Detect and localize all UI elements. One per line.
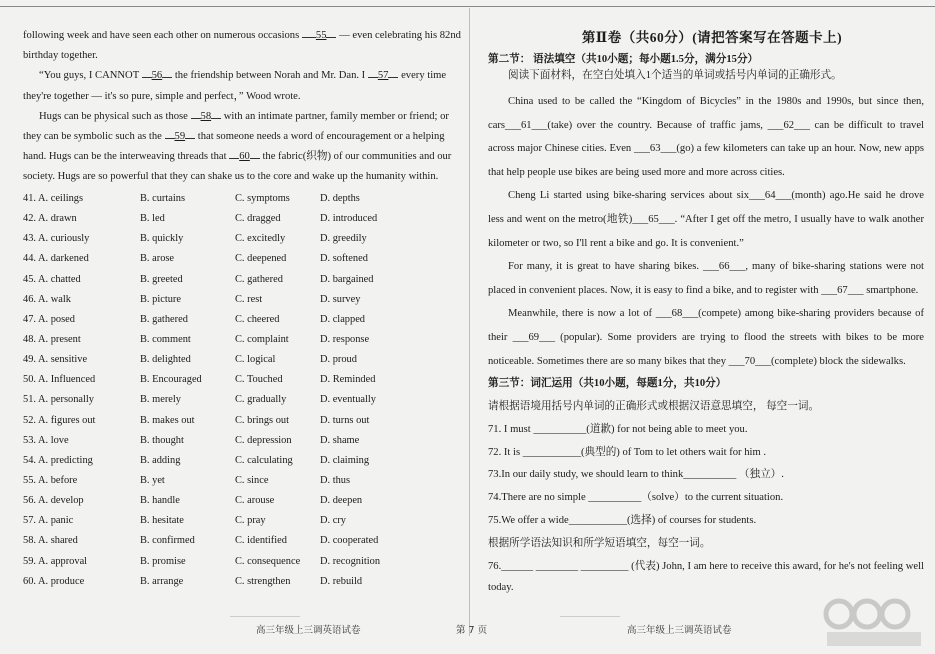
- option-d: D. recognition: [320, 555, 381, 567]
- option-row: [23, 249, 463, 269]
- option-d: D. eventually: [320, 394, 376, 406]
- question-71: 71. I must __________(道歉) for not being able to meet you.: [488, 423, 748, 435]
- option-row: [23, 552, 463, 572]
- option-row: [23, 431, 463, 451]
- option-row: [23, 330, 463, 350]
- footer-right-title: 高三年级上三调英语试卷: [627, 625, 732, 636]
- option-row: [23, 290, 463, 310]
- option-d: D. cry: [320, 515, 346, 527]
- option-row: [23, 390, 463, 410]
- option-b: B. Encouraged: [140, 374, 202, 386]
- option-b: B. yet: [140, 474, 165, 486]
- option-c: C. calculating: [235, 454, 293, 466]
- option-d: D. clapped: [320, 313, 366, 325]
- option-row: [23, 229, 463, 249]
- right-column: [488, 26, 924, 598]
- question-76: 76.______ ________ _________ (代表) John, I am here to receive this award, for he's not feeling well today.: [488, 560, 924, 593]
- option-c: C. consequence: [235, 555, 301, 567]
- section-2-title: 第Ⅱ卷（共60分）(请把答案写在答题卡上): [581, 30, 843, 45]
- option-a: 41. A. ceilings: [23, 193, 84, 204]
- option-b: B. picture: [140, 293, 181, 305]
- option-b: B. arose: [140, 253, 175, 265]
- option-d: D. turns out: [320, 414, 370, 426]
- option-c: C. gradually: [235, 394, 287, 406]
- option-d: D. rebuild: [320, 575, 363, 587]
- option-b: B. quickly: [140, 233, 184, 245]
- question-73: 73.In our daily study, we should learn to think__________ （独立）.: [488, 469, 784, 481]
- option-d: D. Reminded: [320, 374, 376, 386]
- option-c: C. symptoms: [235, 193, 290, 204]
- option-row: [23, 370, 463, 390]
- phrase-section-instructions: 根据所学语法知识和所学短语填空，每空一词。: [488, 537, 711, 549]
- option-b: B. thought: [140, 434, 184, 446]
- blank-56: 56: [151, 70, 163, 82]
- option-a: 56. A. develop: [23, 495, 84, 507]
- option-a: 50. A. Influenced: [23, 374, 96, 386]
- grammar-section-instructions: 阅读下面材料，在空白处填入1个适当的单词或括号内单词的正确形式。: [508, 70, 842, 81]
- option-b: B. adding: [140, 454, 181, 466]
- option-a: 59. A. approval: [23, 555, 88, 567]
- option-row: [23, 411, 463, 431]
- watermark-logo-icon: [819, 594, 929, 650]
- option-b: B. confirmed: [140, 535, 195, 547]
- option-a: 54. A. predicting: [23, 454, 93, 466]
- option-a: 49. A. sensitive: [23, 354, 88, 366]
- passage-paragraph-3: Hugs can be physical such as those 58 with an intimate partner, family member or friend; or they can be symbolic such as the 59 that someone needs a word of encouragement or a helping hand. Hugs can be the interweaving threads that 60 the fabric(织物) of our communities and our society. Hugs are so powerful that they can shake us to the core and wake up the humanity within.: [23, 107, 463, 188]
- option-c: C. rest: [235, 293, 263, 305]
- option-c: C. Touched: [235, 374, 283, 386]
- option-d: D. proud: [320, 354, 357, 366]
- top-border-line: [0, 6, 935, 7]
- option-a: 47. A. posed: [23, 313, 75, 325]
- question-75: 75.We offer a wide___________(选择) of courses for students.: [488, 514, 757, 526]
- option-b: B. delighted: [140, 354, 191, 366]
- footer-rule-left: [230, 616, 300, 617]
- option-a: 44. A. darkened: [23, 253, 89, 265]
- option-d: D. introduced: [320, 213, 378, 225]
- option-c: C. gathered: [235, 273, 283, 285]
- option-c: C. logical: [235, 354, 276, 366]
- option-d: D. cooperated: [320, 535, 379, 547]
- option-a: 48. A. present: [23, 333, 81, 345]
- grammar-paragraph-1: China used to be called the “Kingdom of Bicycles” in the 1980s and 1990s, but since then, cars___61___(take) over the country. Because of traffic jams, ___62___ can be difficult to travel across major Chinese cities. Even ___63___(go) a few kilometers can take up an hour. Now, new apps that help people use bikes are being used more and more across cities.: [488, 96, 924, 178]
- option-c: C. pray: [235, 515, 266, 527]
- option-c: C. excitedly: [235, 233, 286, 245]
- option-b: B. promise: [140, 555, 186, 567]
- option-c: C. since: [235, 474, 269, 486]
- option-a: 46. A. walk: [23, 293, 71, 305]
- question-72: 72. It is ___________(典型的) of Tom to let others wait for him .: [488, 446, 767, 458]
- vocab-section-instructions: 请根据语境用括号内单词的正确形式或根据汉语意思填空， 每空一词。: [488, 400, 820, 412]
- option-row: [23, 531, 463, 551]
- option-b: B. hesitate: [140, 515, 184, 527]
- passage-paragraph-2: “You guys, I CANNOT 56 the friendship between Norah and Mr. Dan. I 57 every time they're together — it's so pure, simple and perfect，” Wood wrote.: [23, 66, 463, 106]
- option-a: 42. A. drawn: [23, 213, 77, 225]
- grammar-paragraph-4: Meanwhile, there is now a lot of ___68___(compete) among bike-sharing providers because of their ___69___ (popular). Some providers are trying to flood the streets with bikes to be more noticeable. Sometimes there are so many bikes that they ___70___(complete) block the sidewalks.: [488, 308, 924, 367]
- option-row: [23, 310, 463, 330]
- option-row: [23, 270, 463, 290]
- option-d: D. deepen: [320, 495, 363, 507]
- option-row: [23, 471, 463, 491]
- vocab-section-heading: 第三节：词汇运用（共10小题，每题1分，共10分）: [488, 378, 727, 390]
- grammar-paragraph-2: Cheng Li started using bike-sharing services about six___64___(month) ago.He said he drove less and went on the metro(地铁)___65___. “After I get off the metro, I usually have to walk another kilometer or two, so I'll rent a bike and go. It is convenient.”: [488, 190, 924, 249]
- option-d: D. response: [320, 333, 370, 345]
- option-b: B. gathered: [140, 313, 188, 325]
- grammar-section-heading: 第二节： 语法填空（共10小题；每小题1.5分，满分15分）: [488, 54, 759, 65]
- option-row: [23, 209, 463, 229]
- option-c: C. complaint: [235, 333, 289, 345]
- option-c: C. strengthen: [235, 575, 291, 587]
- question-74: 74.There are no simple __________（solve）to the current situation.: [488, 492, 784, 504]
- page-divider: [469, 8, 470, 636]
- option-d: D. depths: [320, 193, 360, 204]
- blank-60: 60: [239, 151, 250, 163]
- blank-59: 59: [174, 131, 186, 143]
- option-c: C. deepened: [235, 253, 287, 265]
- grammar-paragraph-3: For many, it is great to have sharing bikes. ___66___, many of bike-sharing stations were not placed in convenient places. Now, it is easy to find a bike, and to register with ___67___ smartphone.: [488, 261, 924, 296]
- option-d: D. shame: [320, 434, 360, 446]
- footer-left-title: 高三年级上三调英语试卷: [256, 625, 361, 636]
- option-d: D. bargained: [320, 273, 374, 285]
- footer-rule-right: [560, 616, 620, 617]
- option-b: B. comment: [140, 333, 191, 345]
- option-a: 55. A. before: [23, 474, 78, 486]
- option-row: [23, 511, 463, 531]
- option-d: D. greedily: [320, 233, 367, 245]
- blank-57: 57: [377, 70, 389, 82]
- option-b: B. curtains: [140, 193, 186, 204]
- option-b: B. led: [140, 213, 165, 225]
- option-c: C. identified: [235, 535, 287, 547]
- option-b: B. handle: [140, 495, 180, 507]
- option-b: B. merely: [140, 394, 181, 406]
- passage-paragraph-1: following week and have seen each other on numerous occasions 55 — even celebrating his 82nd birthday together.: [23, 26, 463, 66]
- option-c: C. arouse: [235, 495, 275, 507]
- option-c: C. depression: [235, 434, 292, 446]
- option-row: [23, 350, 463, 370]
- option-a: 51. A. personally: [23, 394, 94, 406]
- option-d: D. claiming: [320, 454, 370, 466]
- option-a: 53. A. love: [23, 434, 69, 446]
- option-row: [23, 572, 463, 592]
- footer-page-number: 第 7 页: [456, 625, 488, 636]
- option-a: 58. A. shared: [23, 535, 78, 547]
- option-a: 60. A. produce: [23, 575, 85, 587]
- option-c: C. dragged: [235, 213, 281, 225]
- option-a: 52. A. figures out: [23, 414, 96, 426]
- option-c: C. cheered: [235, 313, 280, 325]
- option-b: B. greeted: [140, 273, 183, 285]
- option-b: B. makes out: [140, 414, 195, 426]
- options-table: [23, 189, 463, 592]
- option-a: 57. A. panic: [23, 515, 74, 527]
- option-d: D. survey: [320, 293, 361, 305]
- blank-55: 55: [315, 30, 327, 41]
- option-c: C. brings out: [235, 414, 289, 426]
- option-row: [23, 189, 463, 209]
- option-row: [23, 491, 463, 511]
- left-passage: [23, 26, 463, 188]
- option-d: D. softened: [320, 253, 368, 265]
- option-row: [23, 451, 463, 471]
- option-b: B. arrange: [140, 575, 184, 587]
- option-d: D. thus: [320, 474, 351, 486]
- blank-58: 58: [200, 110, 212, 122]
- option-a: 45. A. chatted: [23, 273, 81, 285]
- option-a: 43. A. curiously: [23, 233, 90, 245]
